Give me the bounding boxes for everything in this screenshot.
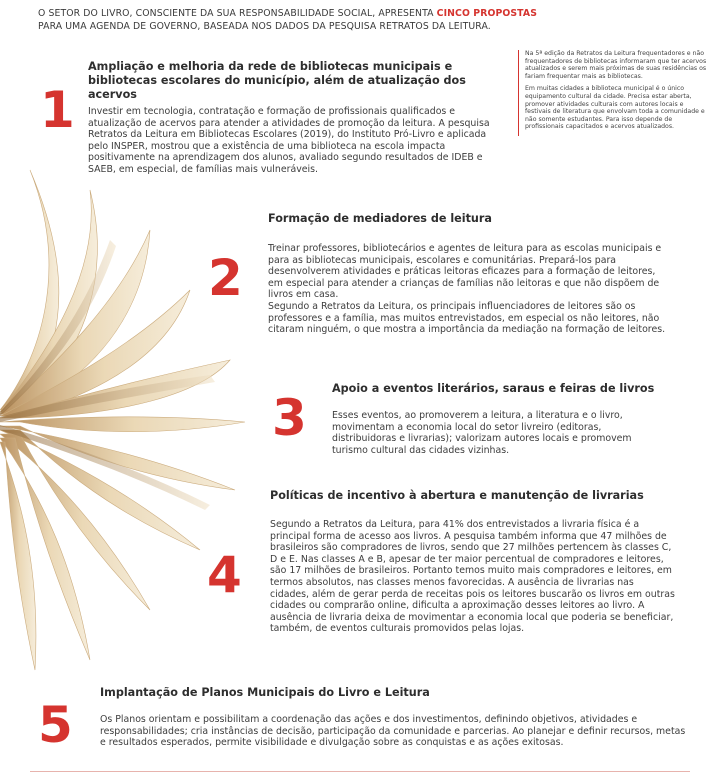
- proposal-number-2: 2: [208, 249, 243, 307]
- bottom-divider: [30, 771, 690, 772]
- header-line2: PARA UMA AGENDA DE GOVERNO, BASEADA NOS DADOS DA PESQUISA RETRATOS DA LEITURA.: [38, 20, 491, 32]
- sidebar-note: [518, 50, 711, 136]
- proposal-title-4: Políticas de incentivo à abertura e manutenção de livrarias: [270, 489, 644, 502]
- header-highlight: CINCO PROPOSTAS: [436, 8, 537, 19]
- sidebar-paragraph-1: Na 5ª edição da Retratos da Leitura frequentadores e não frequentadores de bibliotecas informaram que ter acervos atualizados e serem mais próximas de suas residências os fariam frequentar mais as bibliotecas.: [525, 50, 707, 80]
- proposal-text-5: Os Planos orientam e possibilitam a coordenação das ações e dos investimentos, definindo objetivos, atividades e responsabilidades; cria instâncias de decisão, participação da comunidade e parcerias. Ao planejar e definir recursos, metas e resultados esperados, permite visibilidade e divulgação sobre as conquistas e as ações exitosas.: [100, 714, 686, 749]
- proposal-title-2: Formação de mediadores de leitura: [268, 212, 492, 225]
- proposal-number-5: 5: [38, 696, 73, 754]
- proposal-number-4: 4: [207, 546, 242, 604]
- proposal-number-3: 3: [272, 389, 307, 447]
- page-header: [38, 8, 698, 33]
- proposal-title-3: Apoio a eventos literários, saraus e feiras de livros: [332, 382, 655, 395]
- proposal-title-5: Implantação de Planos Municipais do Livro e Leitura: [100, 686, 430, 699]
- proposal-text-2: [268, 243, 668, 336]
- proposal-text-3: Esses eventos, ao promoverem a leitura, a literatura e o livro, movimentam a economia local do setor livreiro (editoras, distribuidoras e livrarias); valorizam autores locais e promovem turismo cultural das cidades vizinhas.: [332, 410, 632, 456]
- proposal-number-1: 1: [40, 81, 75, 139]
- proposal-text-2b: Segundo a Retratos da Leitura, os principais influenciadores de leitores são os professores e a família, mas muitos entrevistados, em especial os não leitores, não citaram ninguém, o que mostra a importância da mediação na formação de leitores.: [268, 300, 666, 336]
- proposal-text-2a: Treinar professores, bibliotecários e agentes de leitura para as escolas municipais e para as bibliotecas municipais, escolares e comunitárias. Prepará-los para desenvolverem atividades e práticas leitoras eficazes para a formação de leitores, em especial para atender a crianças de famílias não leitoras e que não dispõem de livros em casa.: [268, 243, 662, 301]
- proposal-text-1: Investir em tecnologia, contratação e formação de profissionais qualificados e atualização de acervos para atender a atividades de promoção da leitura. A pesquisa Retratos da Leitura em Bibliotecas Escolares (2019), do Instituto Pró-Livro e aplicada pelo INSPER, mostrou que a existência de uma biblioteca na escola impacta positivamente na aprendizagem dos alunos, avaliado segundo resultados de IDEB e SAEB, em especial, de famílias mais vulneráveis.: [88, 106, 490, 175]
- proposal-text-4: Segundo a Retratos da Leitura, para 41% dos entrevistados a livraria física é a principal forma de acesso aos livros. A pesquisa também informa que 47 milhões de brasileiros são compradores de livros, sendo que 27 milhões pertencem às classes C, D e E. Nas classes A e B, apesar de ter maior percentual de compradores e leitores, são 17 milhões de brasileiros. Portanto temos muito mais compradores e leitores, em termos absolutos, nas classes menos favorecidas. A ausência de livrarias nas cidades, além de gerar perda de receitas pois os leitores buscarão os livros em outras cidades ou comprarão online, dificulta a aproximação desses leitores ao livro. A ausência de livraria deixa de movimentar a economia local que poderia se beneficiar, também, de eventos culturais promovidos pelas lojas.: [270, 519, 675, 635]
- sidebar-paragraph-2: Em muitas cidades a biblioteca municipal é o único equipamento cultural da cidade. Precisa estar aberta, promover atividades culturais com autores locais e festivais de literatura que envolvam toda a comunidade e não somente estudantes. Para isso depende de profissionais capacitados e acervos atualizados.: [525, 85, 705, 131]
- header-line1: O SETOR DO LIVRO, CONSCIENTE DA SUA RESPONSABILIDADE SOCIAL, APRESENTA: [38, 8, 434, 19]
- proposal-title-1: Ampliação e melhoria da rede de bibliotecas municipais e bibliotecas escolares do município, além de atualização dos acervos: [88, 60, 466, 101]
